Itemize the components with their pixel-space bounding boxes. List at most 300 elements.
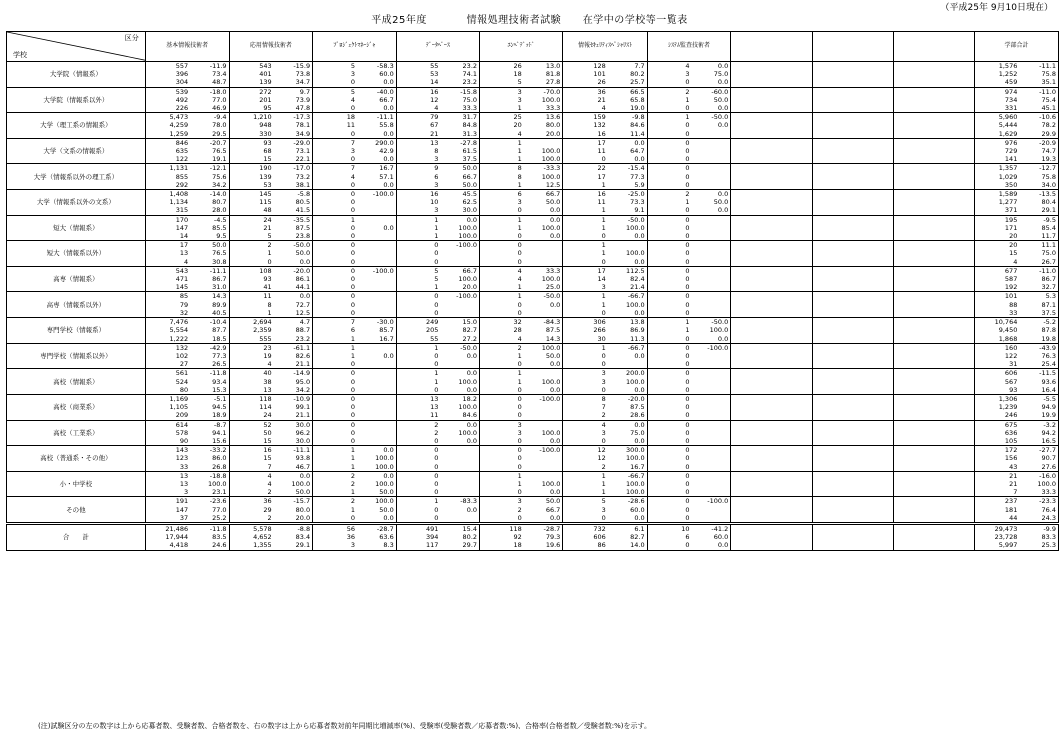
count-cell	[893, 292, 936, 301]
count-cell: 93	[229, 275, 274, 283]
rate-cell	[855, 70, 893, 78]
rate-cell	[774, 352, 812, 360]
count-cell: 0	[396, 301, 440, 309]
rate-cell: 19.9	[1019, 411, 1058, 420]
rate-cell	[937, 352, 975, 360]
rate-cell: 40.5	[190, 309, 229, 318]
rate-cell	[855, 403, 893, 411]
rate-cell	[774, 173, 812, 181]
count-cell	[812, 360, 855, 369]
count-cell: 0	[480, 241, 524, 250]
rate-cell: 100.0	[1019, 480, 1058, 488]
rate-cell	[937, 62, 975, 71]
rate-cell: -11.5	[1019, 369, 1058, 378]
rate-cell: 75.0	[440, 96, 479, 104]
count-cell	[893, 437, 936, 446]
count-cell	[812, 403, 855, 411]
rate-cell: 14.0	[608, 541, 647, 550]
count-cell	[731, 121, 774, 129]
count-cell: 2	[229, 241, 274, 250]
rate-cell: 18.2	[440, 394, 479, 403]
count-cell: 5	[396, 266, 440, 275]
count-cell: 0	[396, 292, 440, 301]
count-cell	[893, 249, 936, 257]
count-cell: 11	[396, 411, 440, 420]
count-cell: 561	[145, 369, 190, 378]
count-cell: 3	[313, 70, 357, 78]
count-cell: 0	[647, 506, 691, 514]
count-cell	[893, 429, 936, 437]
count-cell: 139	[229, 173, 274, 181]
count-cell: 8	[563, 394, 608, 403]
rate-cell: 25.3	[1019, 541, 1058, 550]
rate-cell: -11.1	[190, 266, 229, 275]
count-cell: 1	[480, 480, 524, 488]
rate-cell	[440, 454, 479, 462]
rate-cell	[774, 104, 812, 113]
rate-cell: 75.0	[608, 429, 647, 437]
rate-cell	[774, 309, 812, 318]
table-row	[7, 420, 1059, 429]
rate-cell	[774, 480, 812, 488]
rate-cell: 32.7	[1019, 283, 1058, 292]
count-cell: 0	[563, 258, 608, 267]
count-cell: 0	[313, 360, 357, 369]
rate-cell	[937, 463, 975, 472]
rate-cell: 100.0	[440, 224, 479, 232]
count-cell	[731, 411, 774, 420]
rate-cell: 88.7	[274, 326, 313, 334]
rate-cell: 19.0	[608, 104, 647, 113]
count-cell: 7	[229, 463, 274, 472]
table-row	[7, 378, 1059, 386]
rate-cell: 28.0	[190, 206, 229, 215]
rate-cell: -9.5	[1019, 215, 1058, 224]
rate-cell: 77.3	[608, 173, 647, 181]
table-row	[7, 181, 1059, 190]
rate-cell: 20.0	[524, 130, 563, 139]
count-cell: 306	[563, 318, 608, 327]
rate-cell	[937, 104, 975, 113]
rate-cell: 66.7	[524, 506, 563, 514]
count-cell: 1	[313, 335, 357, 344]
rate-cell	[774, 232, 812, 241]
rate-cell: 24.6	[190, 541, 229, 550]
rate-cell: -4.5	[190, 215, 229, 224]
rate-cell: 100.0	[524, 155, 563, 164]
school-name: 短大（情報系）	[7, 215, 146, 241]
count-cell: 0	[647, 369, 691, 378]
rate-cell: -5.2	[1019, 318, 1058, 327]
rate-cell: 83.4	[274, 533, 313, 541]
count-cell: 543	[145, 266, 190, 275]
table-row	[7, 309, 1059, 318]
rate-cell	[937, 96, 975, 104]
rate-cell: 64.7	[608, 147, 647, 155]
count-cell	[893, 70, 936, 78]
rate-cell	[774, 249, 812, 257]
rate-cell: 76.4	[1019, 506, 1058, 514]
count-cell: 1	[480, 215, 524, 224]
count-cell: 0	[480, 488, 524, 497]
rate-cell	[774, 87, 812, 96]
school-name: 大学（情報系以外の理工系）	[7, 164, 146, 190]
count-cell: 1	[396, 343, 440, 352]
rate-cell	[524, 249, 563, 257]
rate-cell: -25.0	[608, 190, 647, 199]
rate-cell: 57.1	[357, 173, 396, 181]
count-cell	[893, 130, 936, 139]
table-row	[7, 454, 1059, 462]
rate-cell: 0.0	[524, 215, 563, 224]
count-cell	[731, 155, 774, 164]
rate-cell	[774, 301, 812, 309]
count-cell	[812, 258, 855, 267]
count-cell	[812, 352, 855, 360]
count-cell: 587	[975, 275, 1020, 283]
rate-cell: -50.0	[691, 113, 730, 122]
rate-cell	[774, 241, 812, 250]
rate-cell: 20.0	[274, 514, 313, 524]
count-cell: 0	[647, 215, 691, 224]
count-cell: 1	[229, 309, 274, 318]
rate-cell	[855, 497, 893, 506]
rate-cell	[937, 224, 975, 232]
count-cell: 732	[563, 523, 608, 533]
count-cell: 3	[480, 198, 524, 206]
rate-cell: 73.1	[274, 147, 313, 155]
rate-cell	[524, 471, 563, 480]
count-cell: 1	[563, 488, 608, 497]
count-cell: 948	[229, 121, 274, 129]
rate-cell	[357, 232, 396, 241]
rate-cell	[774, 429, 812, 437]
count-cell	[731, 232, 774, 241]
count-cell: 1,239	[975, 403, 1020, 411]
total-row	[7, 533, 1059, 541]
rate-cell: -9.9	[1019, 523, 1058, 533]
rate-cell: 94.1	[190, 429, 229, 437]
count-cell: 6	[647, 533, 691, 541]
rate-cell: 80.5	[274, 198, 313, 206]
count-cell: 8	[480, 164, 524, 173]
count-cell: 118	[480, 523, 524, 533]
rate-cell: 16.7	[357, 335, 396, 344]
rate-cell	[691, 369, 730, 378]
count-cell: 1	[480, 378, 524, 386]
rate-cell: -28.7	[357, 523, 396, 533]
rate-cell	[855, 104, 893, 113]
count-cell: 0	[647, 232, 691, 241]
count-cell: 1	[480, 471, 524, 480]
count-cell	[812, 190, 855, 199]
count-cell: 15	[229, 454, 274, 462]
count-cell: 80	[145, 386, 190, 395]
count-cell: 16	[563, 130, 608, 139]
count-cell: 0	[313, 283, 357, 292]
count-cell: 1	[480, 292, 524, 301]
rate-cell: 86.9	[608, 326, 647, 334]
rate-cell: 16.5	[1019, 437, 1058, 446]
count-cell	[893, 386, 936, 395]
count-cell: 86	[563, 541, 608, 550]
table-row	[7, 138, 1059, 147]
rate-cell: -12.1	[190, 164, 229, 173]
rate-cell: 78.1	[274, 121, 313, 129]
count-cell: 226	[145, 104, 190, 113]
table-row	[7, 514, 1059, 524]
rate-cell: 83.3	[1019, 533, 1058, 541]
rate-cell	[855, 113, 893, 122]
count-cell: 38	[229, 378, 274, 386]
count-cell: 0	[647, 386, 691, 395]
count-cell: 8	[480, 173, 524, 181]
count-cell: 0	[647, 429, 691, 437]
count-cell: 17,944	[145, 533, 190, 541]
count-cell	[812, 471, 855, 480]
table-row	[7, 215, 1059, 224]
count-cell	[893, 446, 936, 455]
rate-cell: 0.0	[608, 138, 647, 147]
table-row	[7, 318, 1059, 327]
rate-cell: 90.7	[1019, 454, 1058, 462]
rate-cell	[774, 533, 812, 541]
rate-cell: 0.0	[440, 352, 479, 360]
count-cell: 1,222	[145, 335, 190, 344]
count-cell: 1,029	[975, 173, 1020, 181]
rate-cell: 0.0	[524, 437, 563, 446]
rate-cell: 100.0	[440, 429, 479, 437]
rate-cell: 20.0	[440, 283, 479, 292]
rate-cell: 0.0	[691, 206, 730, 215]
count-cell	[812, 87, 855, 96]
rate-cell: 41.5	[274, 206, 313, 215]
count-cell: 0	[480, 386, 524, 395]
rate-cell	[855, 394, 893, 403]
count-cell: 44	[975, 514, 1020, 524]
count-cell	[812, 155, 855, 164]
rate-cell: 38.1	[274, 181, 313, 190]
rate-cell: -50.0	[608, 215, 647, 224]
rate-cell: 80.7	[190, 198, 229, 206]
count-cell	[893, 62, 936, 71]
count-cell: 371	[975, 206, 1020, 215]
count-cell: 491	[396, 523, 440, 533]
rate-cell: 100.0	[608, 480, 647, 488]
rate-cell: 94.2	[1019, 429, 1058, 437]
rate-cell	[855, 480, 893, 488]
count-cell: 92	[480, 533, 524, 541]
rate-cell: 30.0	[440, 206, 479, 215]
count-cell: 0	[647, 155, 691, 164]
count-cell: 6	[313, 326, 357, 334]
rate-cell: -50.0	[274, 241, 313, 250]
rate-cell: -100.0	[440, 292, 479, 301]
count-cell: 4	[313, 96, 357, 104]
rate-cell	[937, 258, 975, 267]
count-cell	[812, 147, 855, 155]
count-cell: 394	[396, 533, 440, 541]
count-cell: 0	[396, 386, 440, 395]
rate-cell	[855, 241, 893, 250]
rate-cell: 7.7	[608, 62, 647, 71]
rate-cell: 0.0	[274, 471, 313, 480]
count-cell: 5	[563, 497, 608, 506]
count-cell: 19	[229, 352, 274, 360]
rate-cell: 100.0	[440, 232, 479, 241]
rate-cell: 75.8	[1019, 173, 1058, 181]
count-cell: 0	[647, 463, 691, 472]
table-row	[7, 87, 1059, 96]
count-cell: 5,997	[975, 541, 1020, 550]
rate-cell: 100.0	[274, 480, 313, 488]
rate-cell: 50.0	[440, 181, 479, 190]
count-cell: 2,359	[229, 326, 274, 334]
count-cell: 1	[563, 292, 608, 301]
count-cell: 0	[647, 164, 691, 173]
rate-cell: 0.0	[357, 352, 396, 360]
count-cell	[812, 215, 855, 224]
count-cell: 846	[145, 138, 190, 147]
column-header: 情報ｾｷｭﾘﾃｨｽﾍﾟｼｬﾘｽﾄ	[563, 32, 647, 62]
column-header: 基本情報技術者	[145, 32, 229, 62]
rate-cell: -15.7	[274, 497, 313, 506]
count-cell	[893, 343, 936, 352]
table-row	[7, 275, 1059, 283]
count-cell: 0	[313, 198, 357, 206]
count-cell	[731, 249, 774, 257]
rate-cell	[357, 369, 396, 378]
rate-cell	[357, 378, 396, 386]
count-cell: 1	[563, 181, 608, 190]
rate-cell: 77.0	[190, 506, 229, 514]
count-cell: 5	[313, 62, 357, 71]
count-cell: 3	[563, 378, 608, 386]
rate-cell: 100.0	[357, 480, 396, 488]
rate-cell	[774, 113, 812, 122]
rate-cell: -61.1	[274, 343, 313, 352]
count-cell: 43	[975, 463, 1020, 472]
count-cell: 0	[313, 437, 357, 446]
rate-cell	[855, 249, 893, 257]
rate-cell: 60.0	[357, 70, 396, 78]
count-cell: 2	[480, 343, 524, 352]
count-cell: 0	[647, 446, 691, 455]
count-cell	[812, 96, 855, 104]
count-cell: 0	[313, 104, 357, 113]
rate-cell: 75.8	[1019, 70, 1058, 78]
count-cell	[731, 301, 774, 309]
count-cell	[731, 130, 774, 139]
table-row	[7, 78, 1059, 87]
count-cell	[731, 378, 774, 386]
count-cell: 209	[145, 411, 190, 420]
rate-cell: 87.7	[190, 326, 229, 334]
count-cell: 1	[313, 488, 357, 497]
rate-cell: 5.3	[1019, 292, 1058, 301]
rate-cell	[937, 309, 975, 318]
count-cell: 0	[647, 541, 691, 550]
rate-cell	[691, 215, 730, 224]
count-cell	[812, 70, 855, 78]
count-cell: 0	[313, 224, 357, 232]
rate-cell: 21.1	[274, 360, 313, 369]
count-cell: 20	[975, 241, 1020, 250]
rate-cell	[937, 480, 975, 488]
rate-cell: -60.0	[691, 87, 730, 96]
count-cell	[812, 514, 855, 524]
rate-cell: 80.2	[608, 70, 647, 78]
count-cell: 0	[396, 454, 440, 462]
rate-cell: 31.0	[190, 283, 229, 292]
count-cell: 459	[975, 78, 1020, 87]
count-cell: 6	[396, 173, 440, 181]
table-row	[7, 104, 1059, 113]
count-cell: 2,694	[229, 318, 274, 327]
rate-cell: -66.7	[608, 292, 647, 301]
rate-cell	[937, 420, 975, 429]
rate-cell: -15.4	[608, 164, 647, 173]
count-cell: 159	[563, 113, 608, 122]
rate-cell	[691, 249, 730, 257]
count-cell	[893, 275, 936, 283]
rate-cell: 100.0	[524, 378, 563, 386]
rate-cell	[774, 275, 812, 283]
rate-cell: 77.0	[190, 96, 229, 104]
rate-cell	[937, 343, 975, 352]
rate-cell: -100.0	[440, 241, 479, 250]
rate-cell: 29.5	[190, 130, 229, 139]
rate-cell	[691, 437, 730, 446]
count-cell	[731, 533, 774, 541]
count-cell	[731, 523, 774, 533]
count-cell: 0	[313, 206, 357, 215]
rate-cell: 8.3	[357, 541, 396, 550]
count-cell	[731, 429, 774, 437]
rate-cell: -10.6	[1019, 113, 1058, 122]
rate-cell: 100.0	[524, 147, 563, 155]
count-cell: 0	[480, 514, 524, 524]
rate-cell	[855, 386, 893, 395]
rate-cell	[937, 318, 975, 327]
rate-cell	[440, 360, 479, 369]
count-cell	[731, 446, 774, 455]
rate-cell: 78.2	[1019, 121, 1058, 129]
rate-cell: 24.3	[1019, 514, 1058, 524]
table-row	[7, 130, 1059, 139]
count-cell: 0	[313, 155, 357, 164]
count-cell: 7	[563, 403, 608, 411]
count-cell: 0	[480, 258, 524, 267]
count-cell	[893, 318, 936, 327]
rate-cell	[937, 292, 975, 301]
count-cell	[731, 386, 774, 395]
count-cell	[731, 87, 774, 96]
rate-cell: 87.5	[274, 224, 313, 232]
rate-cell	[855, 523, 893, 533]
rate-cell: -100.0	[524, 394, 563, 403]
count-cell: 1	[563, 206, 608, 215]
rate-cell: 74.1	[440, 70, 479, 78]
rate-cell	[774, 463, 812, 472]
count-cell	[731, 420, 774, 429]
rate-cell: 100.0	[440, 275, 479, 283]
rate-cell	[774, 403, 812, 411]
count-cell: 330	[229, 130, 274, 139]
table-row	[7, 62, 1059, 71]
rate-cell: 0.0	[608, 309, 647, 318]
count-cell	[731, 454, 774, 462]
